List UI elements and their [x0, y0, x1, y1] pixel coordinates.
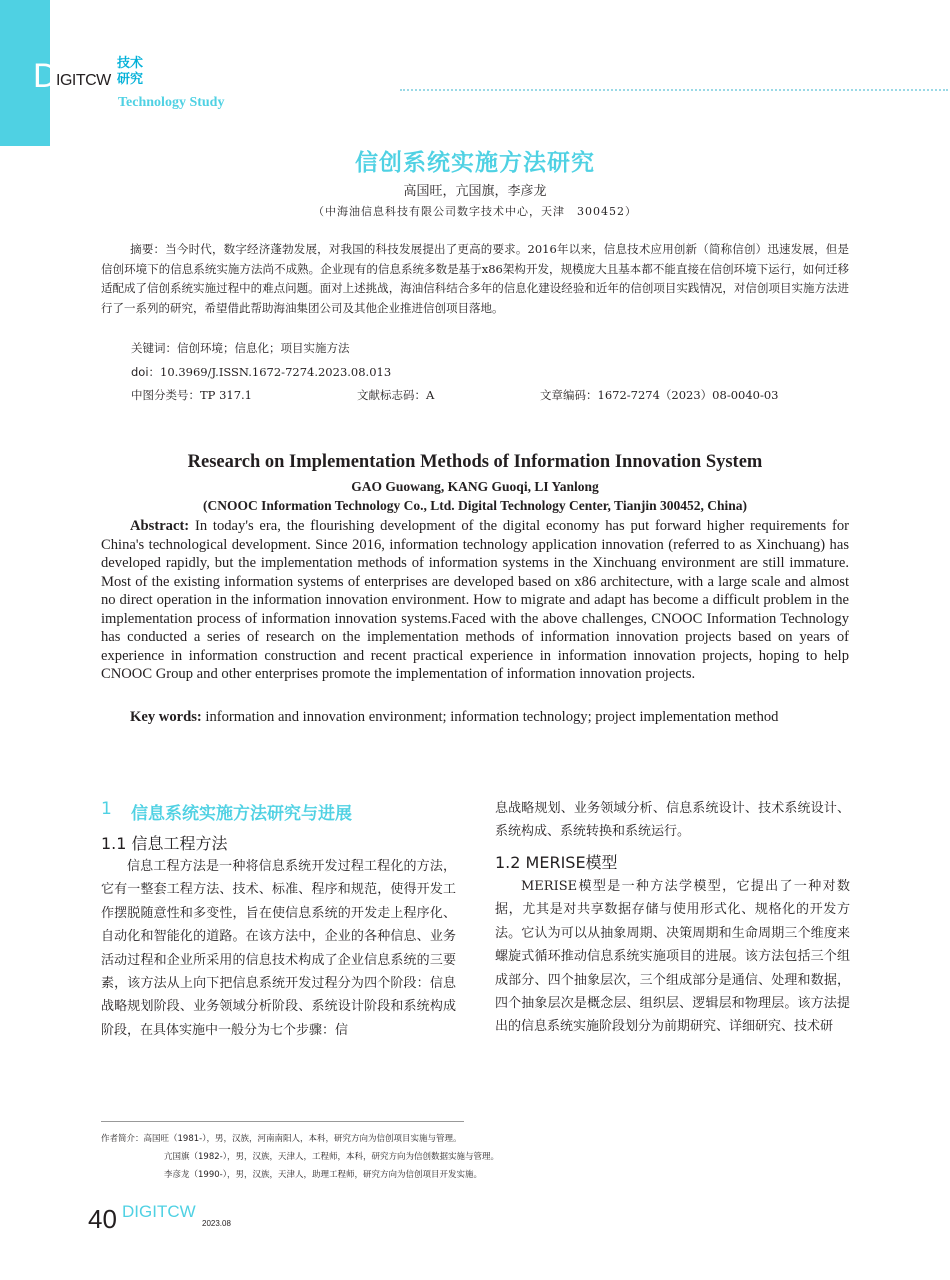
author-note: 李彦龙（1990-），男，汉族，天津人，助理工程师，研究方向为信创项目开发实施。	[164, 1170, 482, 1180]
subsection-1-2-heading: 1.2 MERISE模型	[495, 853, 618, 872]
keywords-label-cn: 关键词：	[131, 341, 177, 355]
subsection-1-1-heading: 1.1 信息工程方法	[101, 834, 228, 853]
affiliation-cn: （中海油信息科技有限公司数字技术中心，天津 300452）	[313, 205, 637, 218]
abstract-en	[101, 517, 849, 684]
keywords-text-en: information and innovation environment; information technology; project implementation method	[201, 709, 779, 725]
keywords-cn	[131, 340, 350, 356]
doi-value: 10.3969/J.ISSN.1672-7274.2023.08.013	[160, 365, 392, 379]
page-number: 40	[88, 1204, 117, 1234]
clc-label: 中图分类号：	[131, 388, 200, 402]
footer-brand: DIGITCW	[122, 1202, 196, 1221]
abstract-text-cn: 当今时代，数字经济蓬勃发展，对我国的科技发展提出了更高的要求。2016年以来，信息技术应用创新（简称信创）迅速发展，但是信创环境下的信息系统实施方法尚不成熟。企业现有的信息系统多数是基于x86架构开发，规模庞大且基本都不能直接在信创环境下运行，如何迁移适配成了信创系统实施过程中的难点问题。面对上述挑战，海油信科结合多年的信息化建设经验和近年的信创项目实践情况，对信创项目实施方法进行了一系列的研究，希望借此帮助海油集团公司及其他企业推进信创项目落地。	[101, 242, 849, 315]
clc-value: TP 317.1	[200, 388, 252, 402]
section-label-cn: 技术 研究	[117, 56, 144, 87]
doi-label: doi：	[131, 365, 161, 379]
abstract-cn	[101, 240, 849, 318]
document-code	[357, 387, 434, 403]
abstract-text-en: In today's era, the flourishing development of the digital economy has put forward higher requirements for China's technological development. Since 2016, information technology application innovation (referred to as Xinchuang) has developed rapidly, but the implementation methods of information systems in the Xinchuang environment are still immature. Most of the existing information systems of enterprises are developed based on x86 architecture, with a large scale and almost no direct operation in the information innovation environment. How to migrate and adapt has become a difficult problem in the implementation process of information innovation systems.Faced with the above challenges, CNOOC Information Technology has conducted a series of research on the implementation methods of information innovation projects based on years of experience in information construction and recent practical experience in information innovation projects, hoping to help CNOOC Group and other enterprises promote the implementation of information innovation projects.	[101, 518, 849, 682]
abstract-label-cn: 摘要：	[130, 242, 166, 256]
authors-en: GAO Guowang, KANG Guoqi, LI Yanlong	[351, 479, 599, 494]
body-paragraph: MERISE模型是一种方法学模型，它提出了一种对数据，尤其是对共享数据存储与使用形式化、规格化的开发方法。它认为可以从抽象周期、决策周期和生命周期三个维度来螺旋式循环推动信息系统实施项目的进展。该方法包括三个组成部分、四个抽象层次，三个组成部分是通信、处理和数据，四个抽象层次是概念层、组织层、逻辑层和物理层。该方法提出的信息系统实施阶段划分为前期研究、详细研究、技术研	[495, 879, 850, 1035]
author-note: 作者简介：高国旺（1981-），男，汉族，河南南阳人，本科，研究方向为信创项目实施与管理。	[101, 1134, 462, 1144]
logo-text: IGITCW	[56, 72, 111, 89]
article-title-en: Research on Implementation Methods of Information Innovation System	[187, 452, 763, 472]
body-paragraph: 信息工程方法是一种将信息系统开发过程工程化的方法，它有一整套工程方法、技术、标准、程序和规范，使得开发工作摆脱随意性和多变性，旨在使信息系统的开发走上程序化、自动化和智能化的道路。在该方法中，企业的各种信息、业务活动过程和企业所采用的信息技术构成了企业信息系统的三要素，该方法从上向下把信息系统开发过程分为四个阶段：信息战略规划阶段、业务领域分析阶段、系统设计阶段和系统构成阶段，在具体实施中一般分为七个步骤：信	[101, 859, 456, 1038]
section-1-number: 1	[101, 799, 112, 819]
affiliation-en: (CNOOC Information Technology Co., Ltd. Digital Technology Center, Tianjin 300452, China)	[203, 498, 747, 513]
classification-number	[131, 387, 252, 403]
authors-cn: 高国旺，亢国旗，李彦龙	[403, 184, 547, 199]
article-title-cn: 信创系统实施方法研究	[355, 150, 595, 176]
footnote-divider	[101, 1121, 464, 1122]
keywords-text-cn: 信创环境；信息化；项目实施方法	[177, 341, 350, 355]
body-paragraph-continued: 息战略规划、业务领域分析、信息系统设计、技术系统设计、系统构成、系统转换和系统运行。	[495, 801, 850, 840]
section-1-heading: 信息系统实施方法研究与进展	[131, 804, 352, 824]
article-no-value: 1672-7274（2023）08-0040-03	[597, 388, 779, 402]
author-note: 亢国旗（1982-），男，汉族，天津人，工程师，本科，研究方向为信创数据实施与管理。	[164, 1152, 499, 1162]
article-number	[540, 387, 779, 403]
footer-date: 2023.08	[202, 1219, 231, 1228]
abstract-label-en: Abstract:	[130, 518, 190, 534]
article-no-label: 文章编码：	[540, 388, 598, 402]
doc-code-value: A	[426, 388, 435, 402]
keywords-label-en: Key words:	[130, 709, 202, 725]
section-label-en: Technology Study	[118, 95, 225, 110]
doi	[131, 364, 391, 380]
logo-letter: D	[33, 57, 58, 95]
keywords-en	[130, 709, 778, 726]
header-divider	[400, 89, 948, 91]
doc-code-label: 文献标志码：	[357, 388, 426, 402]
